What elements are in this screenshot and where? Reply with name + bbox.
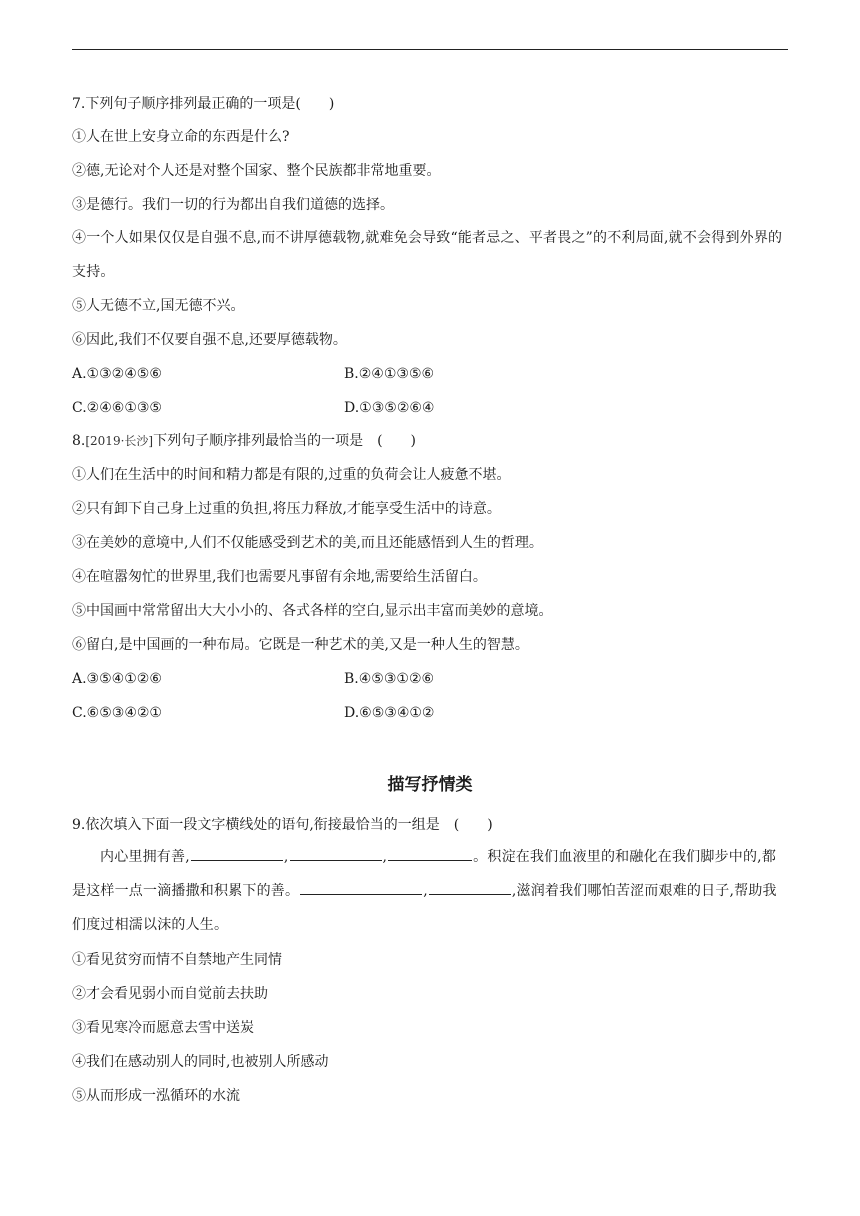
q8-source: [2019·长沙] xyxy=(85,434,154,448)
q9-passage-start: 内心里拥有善, xyxy=(100,849,190,865)
q8-stem-text: 下列句子顺序排列最恰当的一项是 ( ) xyxy=(153,433,417,449)
q9-passage-mid: 。积淀在我们血液里的和融化在我们脚步中的,都是这样一点一滴播撒和积累下的善。 xyxy=(72,849,777,899)
q9-blank-4 xyxy=(300,880,422,895)
q7-option-c: C.②④⑥①③⑤ xyxy=(72,400,162,416)
q8-sentence-5: ⑤中国画中常常留出大大小小的、各式各样的空白,显示出丰富而美妙的意境。 xyxy=(72,603,553,619)
q9-passage-end: ,滋润着我们哪怕苦涩而艰难的日子,帮助我们度过相濡以沫的人生。 xyxy=(72,883,777,933)
q8-sentence-6: ⑥留白,是中国画的一种布局。它既是一种艺术的美,又是一种人生的智慧。 xyxy=(72,637,529,653)
q9-sentence-1: ①看见贫穷而情不自禁地产生同情 xyxy=(72,952,282,968)
q9-comma: , xyxy=(283,849,289,865)
q9-stem: 9.依次填入下面一段文字横线处的语句,衔接最恰当的一组是 ( ) xyxy=(72,817,493,833)
q9-passage xyxy=(72,840,788,942)
q9-sentence-5: ⑤从而形成一泓循环的水流 xyxy=(72,1088,240,1104)
header-rule xyxy=(72,49,788,50)
q9-sentence-3: ③看见寒冷而愿意去雪中送炭 xyxy=(72,1020,254,1036)
q8-sentence-2: ②只有卸下自己身上过重的负担,将压力释放,才能享受生活中的诗意。 xyxy=(72,501,501,517)
q7-sentence-5: ⑤人无德不立,国无德不兴。 xyxy=(72,298,245,314)
q8-sentence-1: ①人们在生活中的时间和精力都是有限的,过重的负荷会让人疲惫不堪。 xyxy=(72,467,511,483)
q7-sentence-2: ②德,无论对个人还是对整个国家、整个民族都非常地重要。 xyxy=(72,163,441,179)
q7-sentence-6: ⑥因此,我们不仅要自强不息,还要厚德载物。 xyxy=(72,332,347,348)
q8-stem xyxy=(72,432,416,450)
q7-stem: 7.下列句子顺序排列最正确的一项是( ) xyxy=(72,96,335,112)
q8-option-d: D.⑥⑤③④①② xyxy=(344,705,435,721)
q8-option-c: C.⑥⑤③④②① xyxy=(72,705,162,721)
q9-blank-2 xyxy=(290,846,382,861)
q8-sentence-4: ④在喧嚣匆忙的世界里,我们也需要凡事留有余地,需要给生活留白。 xyxy=(72,569,487,585)
q7-option-b: B.②④①③⑤⑥ xyxy=(344,366,435,382)
q8-option-b: B.④⑤③①②⑥ xyxy=(344,671,435,687)
q7-option-d: D.①③⑤②⑥④ xyxy=(344,400,435,416)
q7-option-a: A.①③②④⑤⑥ xyxy=(72,366,162,382)
q9-blank-1 xyxy=(191,846,283,861)
q9-blank-5 xyxy=(429,880,511,895)
q8-number: 8. xyxy=(72,433,86,449)
q9-sentence-4: ④我们在感动别人的同时,也被别人所感动 xyxy=(72,1054,329,1070)
q7-sentence-1: ①人在世上安身立命的东西是什么? xyxy=(72,129,290,145)
q9-comma: , xyxy=(423,883,428,899)
section-title: 描写抒情类 xyxy=(387,775,473,795)
q9-sentence-2: ②才会看见弱小而自觉前去扶助 xyxy=(72,986,268,1002)
q8-sentence-3: ③在美妙的意境中,人们不仅能感受到艺术的美,而且还能感悟到人生的哲理。 xyxy=(72,535,543,551)
q8-option-a: A.③⑤④①②⑥ xyxy=(72,671,162,687)
q7-sentence-4: ④一个人如果仅仅是自强不息,而不讲厚德载物,就难免会导致“能者忌之、平者畏之”的不利局面,就不会得到外界的支持。 xyxy=(72,230,783,280)
q9-blank-3 xyxy=(388,846,472,861)
q9-comma: , xyxy=(382,849,388,865)
q7-sentence-3: ③是德行。我们一切的行为都出自我们道德的选择。 xyxy=(72,197,394,213)
